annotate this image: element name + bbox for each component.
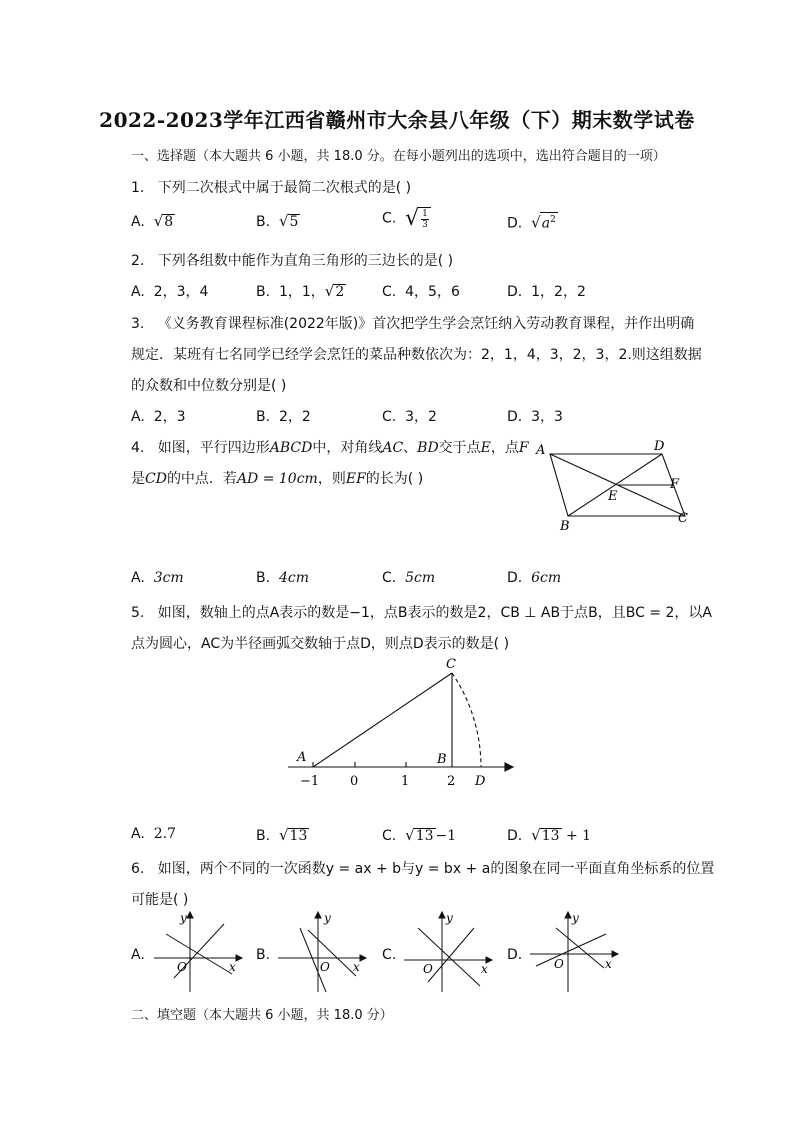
option-label: C. — [382, 828, 397, 844]
math-bd: BD — [417, 440, 439, 456]
origin-label: O — [423, 962, 433, 976]
option-4b — [256, 570, 309, 586]
y-axis-arrow — [565, 912, 571, 918]
option-1b: B. √5 — [256, 212, 299, 230]
option-text: 3，2 — [405, 409, 437, 425]
label-a: A — [536, 443, 546, 458]
option-2c — [382, 281, 460, 301]
option-6b-label: B. — [256, 947, 271, 963]
label-a: A — [297, 750, 307, 765]
option-3a — [131, 406, 186, 426]
option-text: 3cm — [153, 570, 184, 586]
option-label: C. — [382, 210, 397, 227]
option-3d — [507, 406, 563, 426]
stem-text: ，则 — [317, 471, 346, 487]
radicand: 5 — [289, 214, 299, 230]
option-text: 4cm — [278, 570, 309, 586]
option-3b — [256, 406, 311, 426]
question-number: 3. — [131, 316, 145, 332]
option-tail: + 1 — [561, 828, 592, 844]
origin-label: O — [177, 960, 187, 974]
question-number: 6. — [131, 861, 145, 877]
option-1a: A. √8 — [131, 212, 174, 230]
stem-text: 中，对角线 — [312, 440, 383, 456]
math-abcd: ABCD — [269, 440, 313, 456]
stem-text: 交于点 — [438, 440, 481, 456]
option-label: B. — [256, 284, 271, 300]
question-3-line-3: 的众数和中位数分别是( ) — [131, 378, 287, 394]
stem-text: ，点 — [490, 440, 519, 456]
line-2 — [308, 930, 356, 976]
option-label: B. — [256, 828, 271, 844]
radicand: 8 — [164, 214, 174, 230]
y-label: y — [180, 911, 187, 925]
x-label: x — [353, 960, 360, 974]
radicand: a — [541, 215, 551, 232]
question-number: 1. — [131, 180, 145, 196]
option-text: 1，2，2 — [531, 284, 586, 300]
y-label: y — [572, 911, 579, 925]
y-label: y — [446, 911, 453, 925]
question-4-line-2 — [131, 468, 423, 488]
radicand: 13 — [541, 828, 560, 844]
option-label: D. — [507, 570, 523, 586]
section-heading-fill-in: 二、填空题（本大题共 6 小题，共 18.0 分） — [131, 1008, 393, 1023]
option-text: 3，3 — [531, 409, 563, 425]
label-f: F — [670, 477, 680, 492]
option-6d-label: D. — [507, 947, 523, 963]
math-f: F — [518, 440, 529, 456]
option-text: 1，1， — [278, 284, 325, 300]
stem-text: 的中点．若 — [166, 471, 237, 487]
question-stem: 下列二次根式中属于最简二次根式的是( ) — [157, 180, 412, 196]
y-label: y — [324, 911, 331, 925]
option-text: 2，3，4 — [153, 284, 209, 300]
option-text: 2.7 — [153, 826, 176, 842]
section-heading-choice: 一、选择题（本大题共 6 小题，共 18.0 分。在每小题列出的选项中，选出符合题目的一项） — [131, 149, 666, 164]
origin-label: O — [554, 957, 564, 971]
number-line-figure — [280, 655, 520, 790]
option-3c — [382, 406, 437, 426]
question-1 — [131, 177, 411, 197]
question-3-line-2: 规定．某班有七名同学已经学会烹饪的菜品种数依次为：2，1，4，3，2，3，2.则这组数据 — [131, 347, 702, 363]
option-label: C. — [382, 570, 397, 586]
option-5a — [131, 826, 176, 842]
option-text: 5cm — [405, 570, 436, 586]
x-label: x — [481, 962, 488, 976]
question-number: 2. — [131, 253, 145, 269]
option-2b: B. 1，1，√2 — [256, 282, 345, 300]
option-4a — [131, 570, 184, 586]
origin-label: O — [320, 960, 330, 974]
option-label: D. — [507, 215, 523, 232]
option-5d: D. √13 + 1 — [507, 826, 592, 844]
arc-cd — [452, 673, 481, 767]
y-axis-arrow — [439, 912, 445, 918]
question-stem: 如图，数轴上的点A表示的数是−1，点B表示的数是2，CB ⊥ AB于点B，且BC = 2，以A — [157, 605, 712, 621]
line-1 — [166, 934, 232, 974]
label-c: C — [446, 657, 456, 672]
radicand: 13 — [289, 828, 308, 844]
graph-option-b — [274, 908, 368, 994]
option-2d — [507, 281, 586, 301]
option-label: B. — [256, 570, 271, 586]
exponent: 2 — [550, 215, 556, 225]
option-label: C. — [382, 284, 397, 300]
question-stem: 《义务教育课程标准(2022年版)》首次把学生学会烹饪纳入劳动教育课程，并作出明确 — [157, 316, 695, 332]
radicand: 2 — [335, 284, 345, 300]
option-6c-label: C. — [382, 947, 397, 963]
option-label: A. — [131, 409, 145, 425]
x-axis-arrow — [612, 951, 618, 957]
label-e: E — [608, 489, 618, 504]
option-5c: C. √13 −1 — [382, 826, 457, 844]
option-text: 2，2 — [278, 409, 311, 425]
fraction-numerator: 1 — [422, 208, 428, 219]
option-label: A. — [131, 570, 145, 586]
question-number: 4. — [131, 440, 145, 456]
math-e: E — [480, 440, 491, 456]
option-6a-label: A. — [131, 947, 145, 963]
question-5-line-2: 点为圆心，AC为半径画弧交数轴于点D，则点D表示的数是( ) — [131, 636, 510, 652]
option-text: 6cm — [531, 570, 562, 586]
option-tail: −1 — [435, 828, 457, 844]
label-d: D — [475, 774, 486, 789]
option-5b: B. √13 — [256, 826, 308, 844]
question-6-line-1 — [131, 858, 714, 878]
math-ad-length: AD = 10cm — [236, 471, 318, 487]
label-b: B — [437, 752, 447, 767]
x-label: x — [605, 957, 612, 971]
option-text: 2，3 — [153, 409, 186, 425]
y-axis-arrow — [315, 912, 321, 918]
option-label: D. — [507, 409, 523, 425]
question-4-line-1 — [131, 437, 529, 457]
stem-text: 、 — [403, 440, 418, 456]
page-title: 2022-2023学年江西省赣州市大余县八年级（下）期末数学试卷 — [99, 108, 695, 132]
graph-option-a — [150, 908, 244, 994]
question-number: 5. — [131, 605, 145, 621]
option-label: A. — [131, 214, 145, 230]
stem-text: 如图，平行四边形 — [157, 440, 270, 456]
question-stem: 下列各组数中能作为直角三角形的三边长的是( ) — [157, 253, 454, 269]
question-5-line-1 — [131, 602, 712, 622]
stem-text: 的长为( ) — [365, 471, 424, 487]
option-label: B. — [256, 214, 271, 230]
option-label: B. — [256, 409, 271, 425]
tick-label-minus-1: −1 — [300, 774, 320, 789]
math-ac: AC — [382, 440, 404, 456]
stem-text: 是 — [131, 471, 145, 487]
parallelogram-figure — [530, 436, 700, 532]
option-1c: C. √ $\frac{1}{3}$ — [382, 206, 431, 231]
option-label: A. — [131, 284, 145, 300]
x-label: x — [229, 960, 236, 974]
segment-ac — [313, 673, 452, 767]
option-label: C. — [382, 409, 397, 425]
math-cd: CD — [145, 471, 167, 487]
question-3-line-1 — [131, 313, 694, 333]
radicand: 13 — [415, 828, 434, 844]
option-label: D. — [507, 284, 523, 300]
x-axis-arrow — [236, 955, 242, 961]
graph-option-d — [526, 908, 620, 994]
axis-arrow — [505, 763, 513, 771]
option-4d — [507, 570, 561, 586]
question-2 — [131, 250, 453, 270]
option-text: 4，5，6 — [405, 284, 460, 300]
question-6-line-2: 可能是( ) — [131, 892, 189, 908]
x-axis-arrow — [360, 955, 366, 961]
tick-label-1: 1 — [401, 774, 410, 789]
label-c: C — [678, 511, 688, 526]
option-1d: D. $√a^2$ — [507, 213, 556, 232]
y-axis-arrow — [187, 912, 193, 918]
graph-option-c — [400, 908, 494, 994]
option-label: D. — [507, 828, 523, 844]
fraction-denominator: 3 — [422, 219, 428, 230]
tick-label-2: 2 — [447, 774, 456, 789]
label-d: D — [654, 439, 665, 454]
math-ef: EF — [345, 471, 366, 487]
option-2a — [131, 281, 208, 301]
tick-label-0: 0 — [350, 774, 359, 789]
label-b: B — [560, 519, 570, 532]
option-label: A. — [131, 826, 145, 842]
option-4c — [382, 570, 435, 586]
question-stem: 如图，两个不同的一次函数y = ax + b与y = bx + a的图象在同一平面直角坐标系的位置 — [157, 861, 715, 877]
